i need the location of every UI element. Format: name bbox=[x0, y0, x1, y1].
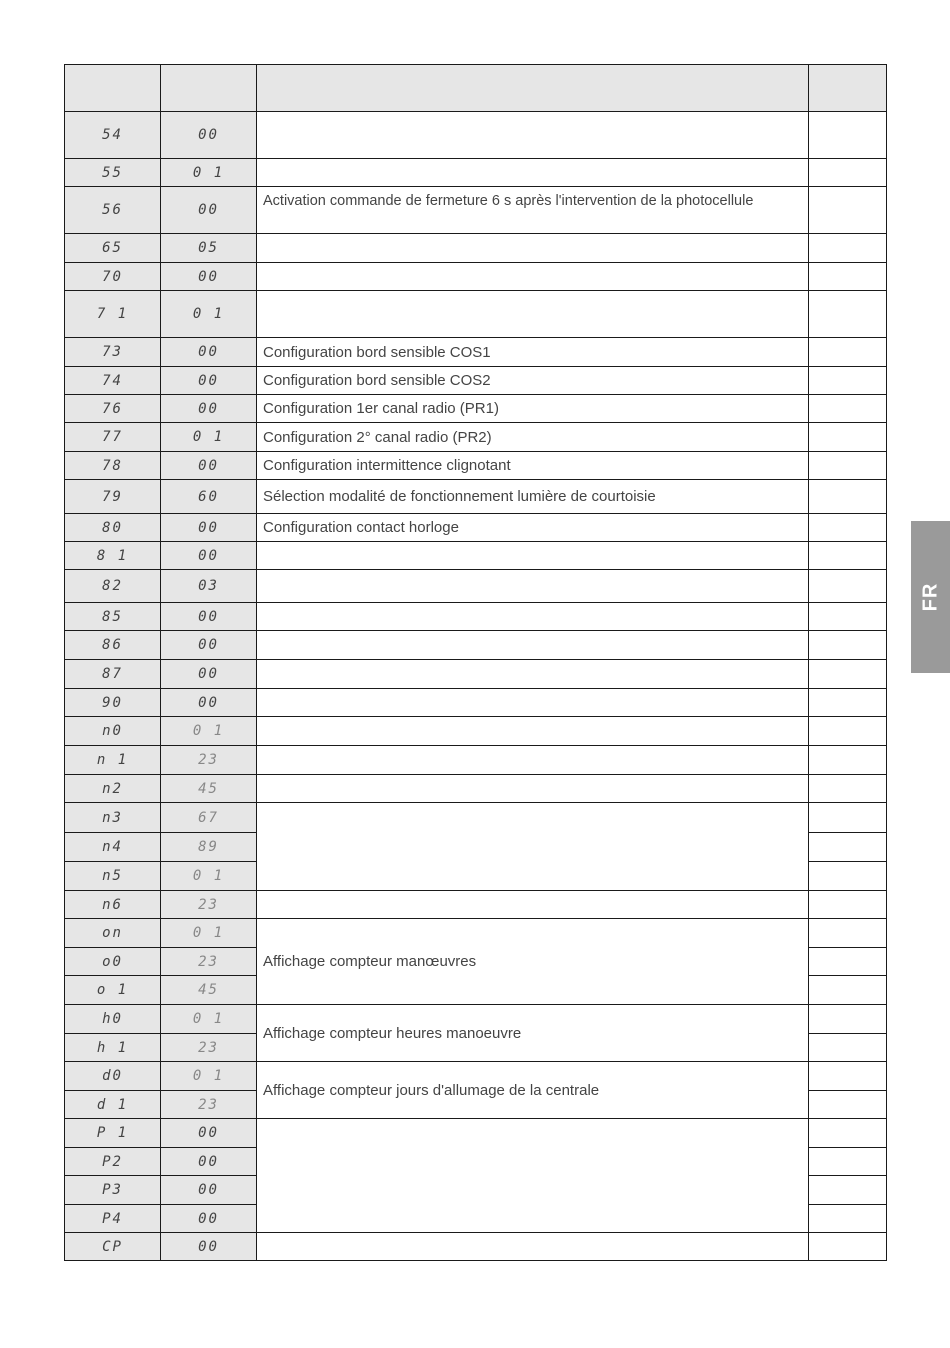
note-cell bbox=[809, 833, 887, 862]
note-cell bbox=[809, 891, 887, 919]
header-cell bbox=[65, 65, 161, 112]
note-cell bbox=[809, 234, 887, 263]
default-value: 00 bbox=[161, 1119, 257, 1148]
table-row bbox=[65, 263, 887, 291]
description bbox=[257, 660, 809, 689]
default-value: 23 bbox=[161, 746, 257, 775]
table-row bbox=[65, 603, 887, 631]
default-value: 00 bbox=[161, 514, 257, 542]
parameter-code: 70 bbox=[65, 263, 161, 291]
note-cell bbox=[809, 1119, 887, 1148]
parameter-code: n 1 bbox=[65, 746, 161, 775]
note-cell bbox=[809, 187, 887, 234]
parameter-code: 54 bbox=[65, 112, 161, 159]
language-tab-label: FR bbox=[919, 582, 941, 612]
table-row bbox=[65, 338, 887, 367]
table-row bbox=[65, 480, 887, 514]
default-value: 0 1 bbox=[161, 1062, 257, 1091]
note-cell bbox=[809, 1148, 887, 1176]
default-value: 00 bbox=[161, 338, 257, 367]
description bbox=[257, 1233, 809, 1261]
table-row bbox=[65, 1233, 887, 1261]
note-cell bbox=[809, 112, 887, 159]
note-cell bbox=[809, 395, 887, 423]
default-value: 45 bbox=[161, 775, 257, 803]
default-value: 45 bbox=[161, 976, 257, 1005]
default-value: 00 bbox=[161, 367, 257, 395]
parameter-code: n2 bbox=[65, 775, 161, 803]
parameter-table bbox=[64, 64, 887, 1261]
table-row bbox=[65, 775, 887, 803]
parameter-code: 7 1 bbox=[65, 291, 161, 338]
default-value: 00 bbox=[161, 689, 257, 717]
description bbox=[257, 746, 809, 775]
note-cell bbox=[809, 775, 887, 803]
default-value: 00 bbox=[161, 1233, 257, 1261]
parameter-code: P4 bbox=[65, 1205, 161, 1233]
parameter-code: n6 bbox=[65, 891, 161, 919]
note-cell bbox=[809, 803, 887, 833]
default-value: 0 1 bbox=[161, 1005, 257, 1034]
description bbox=[257, 717, 809, 746]
default-value: 00 bbox=[161, 660, 257, 689]
description bbox=[257, 112, 809, 159]
note-cell bbox=[809, 862, 887, 891]
header-cell bbox=[257, 65, 809, 112]
note-cell bbox=[809, 570, 887, 603]
description bbox=[257, 234, 809, 263]
description: Sélection modalité de fonctionnement lumière de courtoisie bbox=[257, 480, 809, 514]
note-cell bbox=[809, 291, 887, 338]
table-row bbox=[65, 717, 887, 746]
default-value: 0 1 bbox=[161, 291, 257, 338]
default-value: 0 1 bbox=[161, 919, 257, 948]
note-cell bbox=[809, 367, 887, 395]
default-value: 03 bbox=[161, 570, 257, 603]
parameter-code: 8 1 bbox=[65, 542, 161, 570]
note-cell bbox=[809, 480, 887, 514]
parameter-code: 79 bbox=[65, 480, 161, 514]
note-cell bbox=[809, 717, 887, 746]
parameter-code: 78 bbox=[65, 452, 161, 480]
description: Configuration 1er canal radio (PR1) bbox=[257, 395, 809, 423]
note-cell bbox=[809, 660, 887, 689]
default-value: 00 bbox=[161, 187, 257, 234]
table-row bbox=[65, 187, 887, 234]
language-tab bbox=[911, 521, 950, 673]
default-value: 89 bbox=[161, 833, 257, 862]
parameter-code: 76 bbox=[65, 395, 161, 423]
parameter-code: 86 bbox=[65, 631, 161, 660]
default-value: 00 bbox=[161, 395, 257, 423]
description: Affichage compteur heures manoeuvre bbox=[257, 1005, 809, 1062]
parameter-code: 55 bbox=[65, 159, 161, 187]
note-cell bbox=[809, 514, 887, 542]
default-value: 00 bbox=[161, 631, 257, 660]
note-cell bbox=[809, 603, 887, 631]
note-cell bbox=[809, 1005, 887, 1034]
description: Affichage compteur manœuvres bbox=[257, 919, 809, 1005]
description bbox=[257, 603, 809, 631]
description: Configuration 2° canal radio (PR2) bbox=[257, 423, 809, 452]
description: Configuration bord sensible COS1 bbox=[257, 338, 809, 367]
description: Activation commande de fermeture 6 s après l'intervention de la photocellule bbox=[257, 187, 809, 234]
parameter-code: 56 bbox=[65, 187, 161, 234]
note-cell bbox=[809, 159, 887, 187]
description bbox=[257, 570, 809, 603]
parameter-code: CP bbox=[65, 1233, 161, 1261]
default-value: 00 bbox=[161, 452, 257, 480]
default-value: 60 bbox=[161, 480, 257, 514]
table-row bbox=[65, 803, 887, 833]
note-cell bbox=[809, 1205, 887, 1233]
note-cell bbox=[809, 976, 887, 1005]
table-row bbox=[65, 291, 887, 338]
default-value: 00 bbox=[161, 603, 257, 631]
parameter-code: 90 bbox=[65, 689, 161, 717]
parameter-code: 82 bbox=[65, 570, 161, 603]
parameter-code: 74 bbox=[65, 367, 161, 395]
default-value: 23 bbox=[161, 1034, 257, 1062]
note-cell bbox=[809, 1176, 887, 1205]
default-value: 23 bbox=[161, 948, 257, 976]
description: Configuration intermittence clignotant bbox=[257, 452, 809, 480]
default-value: 00 bbox=[161, 263, 257, 291]
table-row bbox=[65, 919, 887, 948]
table-row bbox=[65, 1119, 887, 1148]
description bbox=[257, 689, 809, 717]
parameter-code: n4 bbox=[65, 833, 161, 862]
description: Affichage compteur jours d'allumage de la centrale bbox=[257, 1062, 809, 1119]
description bbox=[257, 775, 809, 803]
parameter-code: o 1 bbox=[65, 976, 161, 1005]
parameter-code: P 1 bbox=[65, 1119, 161, 1148]
table-row bbox=[65, 631, 887, 660]
default-value: 0 1 bbox=[161, 717, 257, 746]
default-value: 05 bbox=[161, 234, 257, 263]
description: Configuration bord sensible COS2 bbox=[257, 367, 809, 395]
default-value: 00 bbox=[161, 112, 257, 159]
note-cell bbox=[809, 1091, 887, 1119]
table-row bbox=[65, 159, 887, 187]
note-cell bbox=[809, 1034, 887, 1062]
note-cell bbox=[809, 338, 887, 367]
table-row bbox=[65, 367, 887, 395]
default-value: 00 bbox=[161, 542, 257, 570]
parameter-code: 85 bbox=[65, 603, 161, 631]
parameter-code: n3 bbox=[65, 803, 161, 833]
table-header-row bbox=[65, 65, 887, 112]
table-row bbox=[65, 891, 887, 919]
description: Configuration contact horloge bbox=[257, 514, 809, 542]
parameter-code: P3 bbox=[65, 1176, 161, 1205]
header-cell bbox=[809, 65, 887, 112]
parameter-code: 77 bbox=[65, 423, 161, 452]
default-value: 0 1 bbox=[161, 423, 257, 452]
parameter-code: 80 bbox=[65, 514, 161, 542]
default-value: 0 1 bbox=[161, 862, 257, 891]
note-cell bbox=[809, 542, 887, 570]
description bbox=[257, 159, 809, 187]
parameter-code: 73 bbox=[65, 338, 161, 367]
parameter-code: o0 bbox=[65, 948, 161, 976]
default-value: 00 bbox=[161, 1176, 257, 1205]
description bbox=[257, 542, 809, 570]
note-cell bbox=[809, 919, 887, 948]
parameter-code: h 1 bbox=[65, 1034, 161, 1062]
description bbox=[257, 803, 809, 891]
default-value: 23 bbox=[161, 1091, 257, 1119]
table-row bbox=[65, 660, 887, 689]
table-row bbox=[65, 542, 887, 570]
table-row bbox=[65, 570, 887, 603]
table-row bbox=[65, 423, 887, 452]
table-row bbox=[65, 112, 887, 159]
parameter-code: h0 bbox=[65, 1005, 161, 1034]
note-cell bbox=[809, 1062, 887, 1091]
note-cell bbox=[809, 1233, 887, 1261]
default-value: 00 bbox=[161, 1205, 257, 1233]
parameter-code: 65 bbox=[65, 234, 161, 263]
description bbox=[257, 631, 809, 660]
note-cell bbox=[809, 423, 887, 452]
description bbox=[257, 891, 809, 919]
note-cell bbox=[809, 263, 887, 291]
parameter-code: d0 bbox=[65, 1062, 161, 1091]
description bbox=[257, 1119, 809, 1233]
note-cell bbox=[809, 452, 887, 480]
header-cell bbox=[161, 65, 257, 112]
table-row bbox=[65, 395, 887, 423]
note-cell bbox=[809, 631, 887, 660]
default-value: 23 bbox=[161, 891, 257, 919]
default-value: 0 1 bbox=[161, 159, 257, 187]
parameter-code: n5 bbox=[65, 862, 161, 891]
default-value: 00 bbox=[161, 1148, 257, 1176]
table-row bbox=[65, 1062, 887, 1091]
parameter-code: n0 bbox=[65, 717, 161, 746]
table-row bbox=[65, 514, 887, 542]
table-row bbox=[65, 746, 887, 775]
table-row bbox=[65, 234, 887, 263]
parameter-code: P2 bbox=[65, 1148, 161, 1176]
parameter-code: 87 bbox=[65, 660, 161, 689]
note-cell bbox=[809, 948, 887, 976]
description bbox=[257, 263, 809, 291]
parameter-code: on bbox=[65, 919, 161, 948]
description bbox=[257, 291, 809, 338]
table-row bbox=[65, 689, 887, 717]
parameter-code: d 1 bbox=[65, 1091, 161, 1119]
note-cell bbox=[809, 746, 887, 775]
default-value: 67 bbox=[161, 803, 257, 833]
table-row bbox=[65, 452, 887, 480]
table-row bbox=[65, 1005, 887, 1034]
note-cell bbox=[809, 689, 887, 717]
